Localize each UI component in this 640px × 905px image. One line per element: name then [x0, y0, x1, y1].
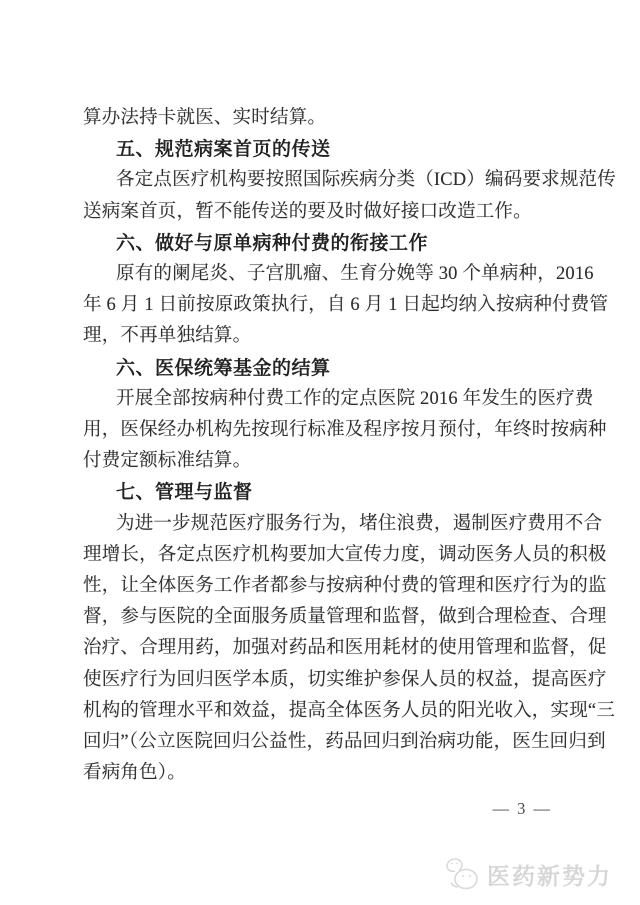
body-line: 原有的阑尾炎、子宫肌瘤、生育分娩等 30 个单病种，2016 [116, 264, 594, 285]
section-heading-6a: 六、做好与原单病种付费的衔接工作 [116, 232, 429, 254]
section-paragraph [83, 165, 616, 227]
brand-mascot-icon [441, 855, 481, 893]
body-line: 用，医保经办机构先按现行标准及程序按月预付，年终时按病种 [83, 420, 607, 441]
body-line: 理，不再单独结算。 [83, 326, 252, 347]
body-line: 性，让全体医务工作者都参与按病种付费的管理和医疗行为的监 [83, 576, 607, 597]
page-number: — 3 — [492, 799, 552, 819]
section-heading-6b: 六、医保统筹基金的结算 [116, 357, 331, 379]
body-line: 理增长，各定点医疗机构要加大宣传力度，调动医务人员的积极 [83, 544, 607, 565]
body-line: 送病案首页，暂不能传送的要及时做好接口改造工作。 [83, 201, 532, 222]
body-line: 付费定额标准结算。 [83, 451, 252, 472]
body-line: 看病角色）。 [83, 763, 186, 784]
body-line: 年 6 月 1 日前按原政策执行，自 6 月 1 日起均纳入按病种付费管 [83, 295, 609, 316]
section-heading-7: 七、管理与监督 [116, 482, 253, 504]
section-paragraph [83, 509, 616, 790]
body-line: 为进一步规范医疗服务行为，堵住浪费，遏制医疗费用不合 [116, 513, 603, 534]
body-line: 使医疗行为回归医学本质，切实维护参保人员的权益，提高医疗 [83, 669, 607, 690]
body-line: 回归”（公立医院回归公益性，药品回归到治病功能，医生回归到 [83, 732, 606, 753]
document-body [83, 103, 616, 822]
body-line: 机构的管理水平和效益，提高全体医务人员的阳光收入，实现“三 [83, 700, 616, 721]
body-line: 督，参与医院的全面服务质量管理和监督，做到合理检查、合理 [83, 607, 607, 628]
section-paragraph [83, 384, 607, 478]
section-paragraph [83, 259, 609, 353]
body-line: 各定点医疗机构要按照国际疾病分类（ICD）编码要求规范传 [116, 170, 616, 191]
body-line: 开展全部按病种付费工作的定点医院 2016 年发生的医疗费 [116, 388, 594, 409]
section-heading-5: 五、规范病案首页的传送 [116, 139, 331, 161]
body-line: 算办法持卡就医、实时结算。 [83, 108, 327, 128]
brand-watermark [441, 855, 612, 893]
body-line: 治疗、合理用药，加强对药品和医用耗材的使用管理和监督，促 [83, 638, 607, 659]
brand-name: 医药新势力 [487, 862, 612, 889]
